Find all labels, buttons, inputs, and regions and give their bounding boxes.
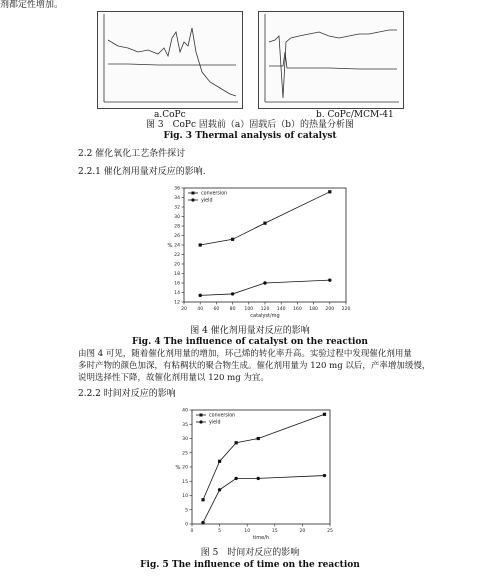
- y-tick-label: 30: [182, 437, 188, 443]
- fig4-caption-en: Fig. 4 The influence of catalyst on the reaction: [132, 337, 368, 347]
- y-tick-label: 20: [182, 465, 188, 471]
- y-tick-label: 12: [174, 300, 180, 306]
- y-tick-label: 26: [174, 234, 180, 240]
- data-point-yield: [199, 294, 202, 297]
- y-tick-label: 30: [174, 215, 180, 221]
- x-tick-label: 20: [181, 307, 187, 312]
- x-tick-label: 180: [309, 307, 318, 312]
- section-2-2-1-heading: 2.2.1 催化剂用量对反应的影响.: [78, 167, 206, 177]
- y-tick-label: 22: [174, 253, 180, 259]
- data-point-yield: [323, 474, 326, 477]
- paragraph-line-1: 由图 4 可见，随着催化剂用量的增加，环己烯的转化率升高。实验过程中发现催化剂用量: [78, 349, 412, 359]
- thermal-curve-b: [259, 12, 403, 108]
- x-axis-label: time/h: [252, 535, 270, 541]
- series-line-conversion: [200, 192, 330, 245]
- data-point-yield: [263, 281, 266, 284]
- data-point-conversion: [201, 498, 204, 501]
- y-tick-label: 28: [174, 224, 180, 230]
- data-point-yield: [218, 488, 221, 491]
- y-tick-label: 16: [174, 281, 180, 287]
- x-tick-label: 160: [293, 307, 302, 312]
- x-tick-label: 20: [299, 529, 306, 534]
- legend-label-conversion: conversion: [209, 413, 236, 419]
- x-tick-label: 15: [271, 529, 278, 534]
- data-point-conversion: [218, 460, 221, 463]
- x-tick-label: 200: [325, 307, 335, 312]
- x-tick-label: 0: [190, 529, 194, 534]
- y-tick-label: 34: [174, 196, 180, 202]
- fig3-label-a: a.CoPc: [154, 110, 186, 120]
- fig5-caption-en: Fig. 5 The influence of time on the reaction: [140, 560, 360, 570]
- fig3-caption-en: Fig. 3 Thermal analysis of catalyst: [163, 131, 337, 141]
- x-tick-label: 80: [229, 307, 236, 312]
- y-tick-label: 24: [174, 243, 180, 249]
- legend-marker-yield: [199, 420, 202, 423]
- legend-marker-yield: [191, 198, 194, 201]
- data-point-conversion: [263, 222, 266, 225]
- legend-label-yield: yield: [201, 198, 213, 204]
- fig4-chart: [160, 182, 355, 324]
- thermal-curve-a: [98, 12, 242, 108]
- y-tick-label: 10: [182, 494, 188, 500]
- paragraph-line-2: 多时产物的颜色加深，有粘稠状的聚合物生成。催化剂用量为 120 mg 以后，产率增加缓慢，: [78, 361, 431, 371]
- x-tick-label: 140: [276, 307, 286, 312]
- y-tick-label: 36: [174, 186, 180, 192]
- data-point-conversion: [231, 238, 234, 241]
- data-point-conversion: [257, 437, 260, 440]
- x-tick-label: 25: [327, 529, 333, 534]
- section-2-2-2-heading: 2.2.2 时间对反应的影响: [78, 389, 176, 399]
- y-tick-label: 5: [185, 508, 188, 514]
- fig4-caption-cn: 图 4 催化剂用量对反应的影响: [190, 326, 310, 336]
- y-tick-label: 18: [174, 272, 180, 278]
- data-point-conversion: [323, 413, 326, 416]
- y-tick-label: 14: [174, 291, 180, 297]
- x-tick-label: 120: [260, 307, 270, 312]
- y-tick-label: 35: [182, 422, 188, 428]
- data-point-yield: [234, 477, 237, 480]
- legend-marker-conversion: [192, 192, 195, 195]
- section-2-2-heading: 2.2 催化氧化工艺条件探讨: [78, 149, 186, 159]
- data-point-yield: [201, 521, 204, 524]
- fig3-label-b: b. CoPc/MCM-41: [316, 110, 394, 120]
- fig5-chart: [170, 404, 340, 544]
- x-axis-label: catalyst/mg: [250, 313, 280, 319]
- thermal-plot-b: [258, 11, 404, 109]
- x-tick-label: 10: [244, 529, 251, 534]
- legend-label-yield: yield: [209, 420, 221, 426]
- x-tick-label: 220: [341, 307, 351, 312]
- x-tick-label: 5: [218, 529, 222, 534]
- data-point-conversion: [328, 190, 331, 193]
- data-point-yield: [231, 292, 234, 295]
- x-tick-label: 60: [213, 307, 220, 312]
- y-axis-label: %: [167, 243, 173, 249]
- y-tick-label: 20: [174, 262, 180, 268]
- data-point-yield: [257, 477, 260, 480]
- y-tick-label: 0: [185, 522, 188, 528]
- y-axis-label: %: [175, 465, 181, 471]
- x-tick-label: 100: [244, 307, 254, 312]
- y-tick-label: 32: [174, 205, 180, 211]
- plot-frame: [184, 188, 346, 302]
- legend-label-conversion: conversion: [201, 191, 228, 197]
- thermal-plot-a: [97, 11, 243, 109]
- data-point-yield: [328, 278, 331, 281]
- series-line-conversion: [203, 414, 324, 500]
- legend-marker-conversion: [200, 414, 203, 417]
- x-tick-label: 40: [197, 307, 204, 312]
- y-tick-label: 25: [182, 451, 188, 457]
- paragraph-line-3: 说明选择性下降，故催化剂用量以 120 mg 为宜。: [78, 373, 269, 383]
- data-point-conversion: [235, 441, 238, 444]
- series-line-yield: [203, 476, 324, 523]
- fig5-caption-cn: 图 5 时间对反应的影响: [200, 548, 300, 558]
- y-tick-label: 15: [182, 479, 188, 485]
- data-point-conversion: [199, 243, 202, 246]
- plot-frame: [192, 410, 330, 524]
- top-text-fragment: 剂都定性增加。: [0, 0, 64, 10]
- y-tick-label: 40: [182, 408, 188, 414]
- fig3-caption-cn: 图 3 CoPc 固载前（a）固载后（b）的热量分析图: [146, 120, 354, 130]
